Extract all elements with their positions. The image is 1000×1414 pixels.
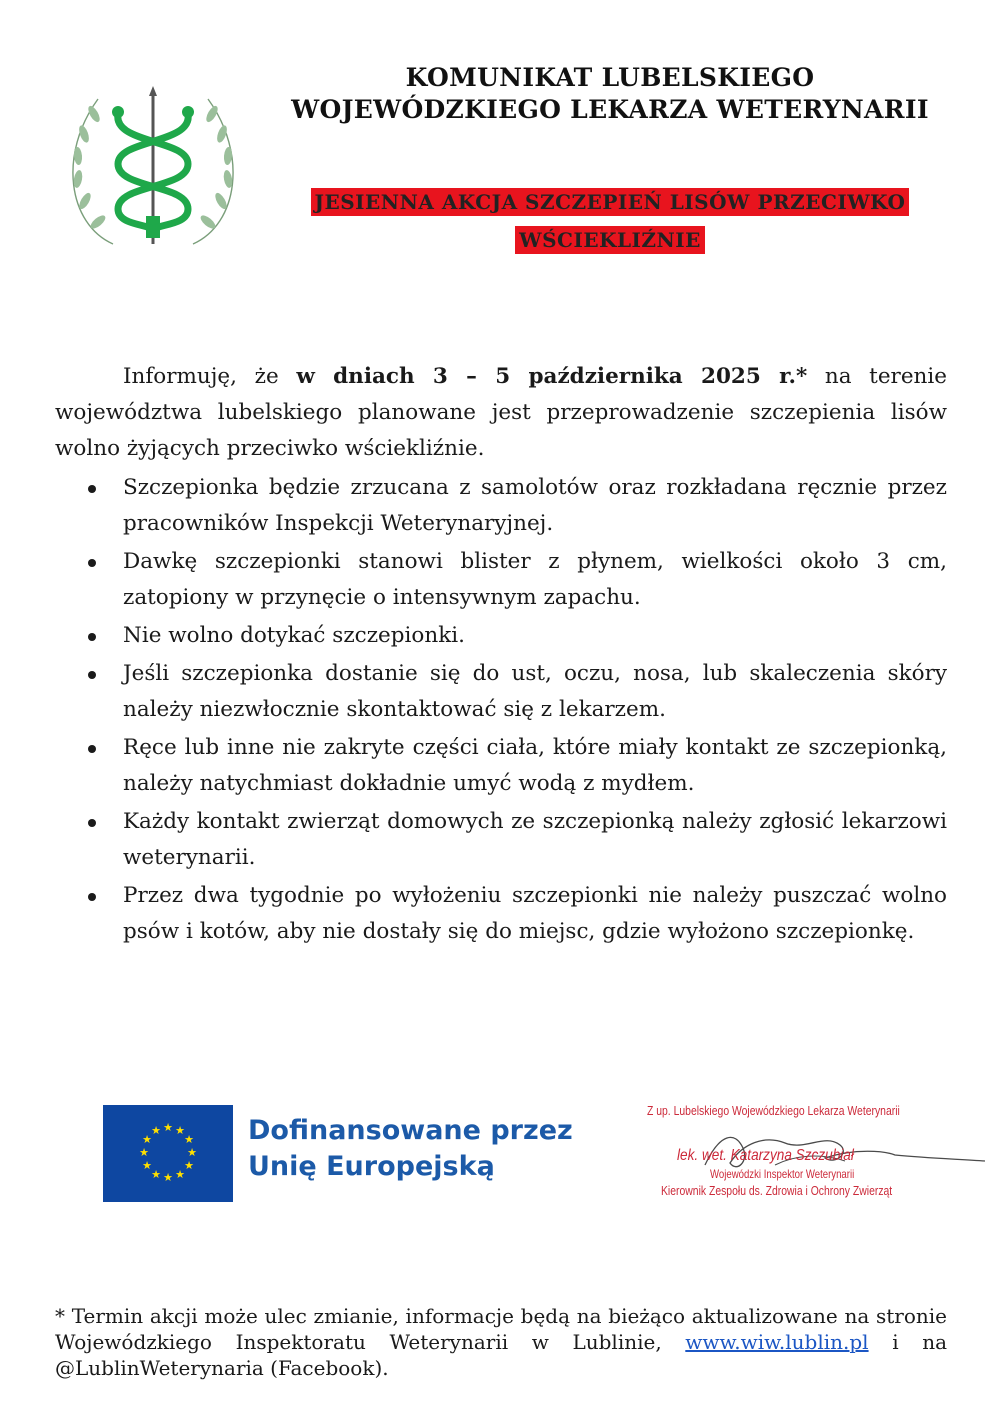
footnote-text: * Termin akcji może ulec zmianie, informacje będą na bieżąco aktualizowane na stronie Wojewódzkiego Inspektoratu Weterynarii w Lublinie, <box>55 1304 947 1354</box>
svg-text:★: ★ <box>142 1133 152 1146</box>
svg-text:★: ★ <box>151 1168 161 1181</box>
eu-line-2: Unię Europejską <box>248 1151 495 1182</box>
svg-text:★: ★ <box>139 1146 149 1159</box>
stamp-line-4: Kierownik Zespołu ds. Zdrowia i Ochrony Zwierząt <box>661 1183 893 1198</box>
svg-text:★: ★ <box>184 1133 194 1146</box>
stamp-line-2: lek. wet. Katarzyna Szczubiał <box>677 1147 854 1164</box>
signature-stamp <box>625 1103 985 1213</box>
list-item: Nie wolno dotykać szczepionki. <box>55 618 947 654</box>
footnote-tail: i na @LublinWeterynaria (Facebook). <box>55 1330 947 1380</box>
title-line-1: KOMUNIKAT LUBELSKIEGO <box>405 63 815 92</box>
intro-rest: na terenie województwa lubelskiego planowane jest przeprowadzenie szczepienia lisów wolno żyjących przeciwko wściekliźnie. <box>55 364 947 461</box>
list-item: Każdy kontakt zwierząt domowych ze szczepionką należy zgłosić lekarzowi weterynarii. <box>55 804 947 876</box>
svg-text:★: ★ <box>184 1159 194 1172</box>
svg-text:★: ★ <box>151 1124 161 1137</box>
campaign-banner <box>270 183 950 259</box>
svg-text:★: ★ <box>175 1124 185 1137</box>
intro-paragraph <box>55 359 947 467</box>
eu-funding-text <box>248 1113 573 1185</box>
list-item: Dawkę szczepionki stanowi blister z płynem, wielkości około 3 cm, zatopiony w przynęcie o intensywnym zapachu. <box>55 544 947 616</box>
campaign-banner-text: JESIENNA AKCJA SZCZEPIEŃ LISÓW PRZECIWKO WŚCIEKLIŹNIE <box>311 188 910 254</box>
title-line-2: WOJEWÓDZKIEGO LEKARZA WETERYNARII <box>291 95 929 124</box>
list-item: Przez dwa tygodnie po wyłożeniu szczepionki nie należy puszczać wolno psów i kotów, aby nie dostały się do miejsc, gdzie wyłożono szczepionkę. <box>55 878 947 950</box>
stamp-line-1: Z up. Lubelskiego Wojewódzkiego Lekarza Weterynarii <box>647 1103 900 1118</box>
eu-flag-icon <box>103 1105 233 1202</box>
list-item: Szczepionka będzie zrzucana z samolotów oraz rozkładana ręcznie przez pracowników Inspekcji Weterynaryjnej. <box>55 470 947 542</box>
svg-text:★: ★ <box>163 1121 173 1134</box>
intro-lead: Informuję, że <box>123 364 279 389</box>
page-title <box>270 62 950 126</box>
intro-date: w dniach 3 – 5 października 2025 r.* <box>296 364 808 389</box>
svg-text:★: ★ <box>187 1146 197 1159</box>
footnote <box>55 1303 947 1381</box>
eu-line-1: Dofinansowane przez <box>248 1115 573 1146</box>
website-link[interactable]: www.wiw.lublin.pl <box>685 1330 869 1354</box>
instructions-list <box>55 470 947 952</box>
svg-text:★: ★ <box>163 1171 173 1184</box>
list-item: Ręce lub inne nie zakryte części ciała, które miały kontakt ze szczepionką, należy natychmiast dokładnie umyć wodą z mydłem. <box>55 730 947 802</box>
list-item: Jeśli szczepionka dostanie się do ust, oczu, nosa, lub skaleczenia skóry należy niezwłocznie skontaktować się z lekarzem. <box>55 656 947 728</box>
svg-text:★: ★ <box>175 1168 185 1181</box>
svg-text:★: ★ <box>142 1159 152 1172</box>
veterinary-caduceus-wreath-icon <box>58 84 248 254</box>
stamp-line-3: Wojewódzki Inspektor Weterynarii <box>710 1167 855 1181</box>
